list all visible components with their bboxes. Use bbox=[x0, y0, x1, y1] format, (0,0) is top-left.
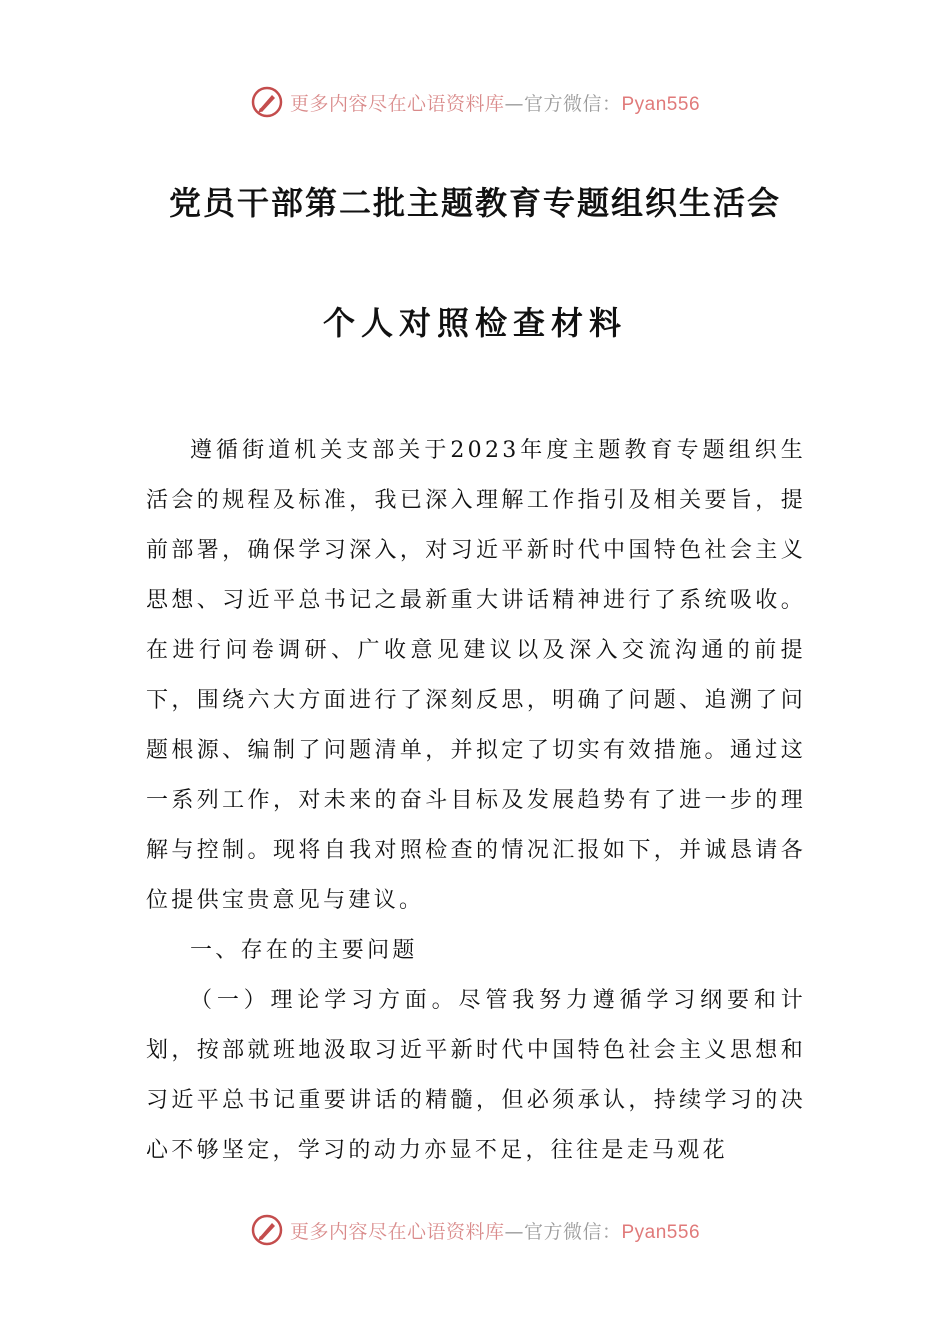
section-heading-problems: 一、存在的主要问题 bbox=[190, 938, 418, 963]
header-banner bbox=[0, 82, 950, 122]
pen-logo-icon bbox=[250, 85, 284, 119]
banner-separator: — bbox=[504, 92, 524, 115]
banner-text bbox=[290, 1217, 700, 1244]
banner-text bbox=[290, 89, 700, 116]
body-paragraph-intro: 遵循街道机关支部关于2023年度主题教育专题组织生活会的规程及标准，我已深入理解工作指引及相关要旨，提前部署，确保学习深入，对习近平新时代中国特色社会主义思想、习近平总书记之最新重大讲话精神进行了系统吸收。在进行问卷调研、广收意见建议以及深入交流沟通的前提下，围绕六大方面进行了深刻反思，明确了问题、追溯了问题根源、编制了问题清单，并拟定了切实有效措施。通过这一系列工作，对未来的奋斗目标及发展趋势有了进一步的理解与控制。现将自我对照检查的情况汇报如下，并诚恳请各位提供宝贵意见与建议。 bbox=[146, 438, 806, 913]
document-title-line1: 党员干部第二批主题教育专题组织生活会 bbox=[168, 184, 781, 222]
banner-separator: — bbox=[504, 1220, 524, 1243]
pen-logo-icon bbox=[250, 1213, 284, 1247]
banner-wechat-id: Pyan556 bbox=[621, 93, 701, 115]
banner-lead: 更多内容尽在心语资料库 bbox=[289, 1220, 505, 1243]
document-title-line2: 个人对照检查材料 bbox=[322, 304, 627, 342]
banner-lead: 更多内容尽在心语资料库 bbox=[289, 92, 505, 115]
document-body bbox=[146, 426, 806, 1176]
banner-wechat-id: Pyan556 bbox=[621, 1221, 701, 1243]
banner-wechat-label: 官方微信： bbox=[523, 92, 622, 115]
banner-wechat-label: 官方微信： bbox=[523, 1220, 622, 1243]
footer-banner bbox=[0, 1210, 950, 1250]
body-paragraph-theory: （一）理论学习方面。尽管我努力遵循学习纲要和计划，按部就班地汲取习近平新时代中国特色社会主义思想和习近平总书记重要讲话的精髓，但必须承认，持续学习的决心不够坚定，学习的动力亦显不足，往往是走马观花 bbox=[146, 988, 806, 1163]
